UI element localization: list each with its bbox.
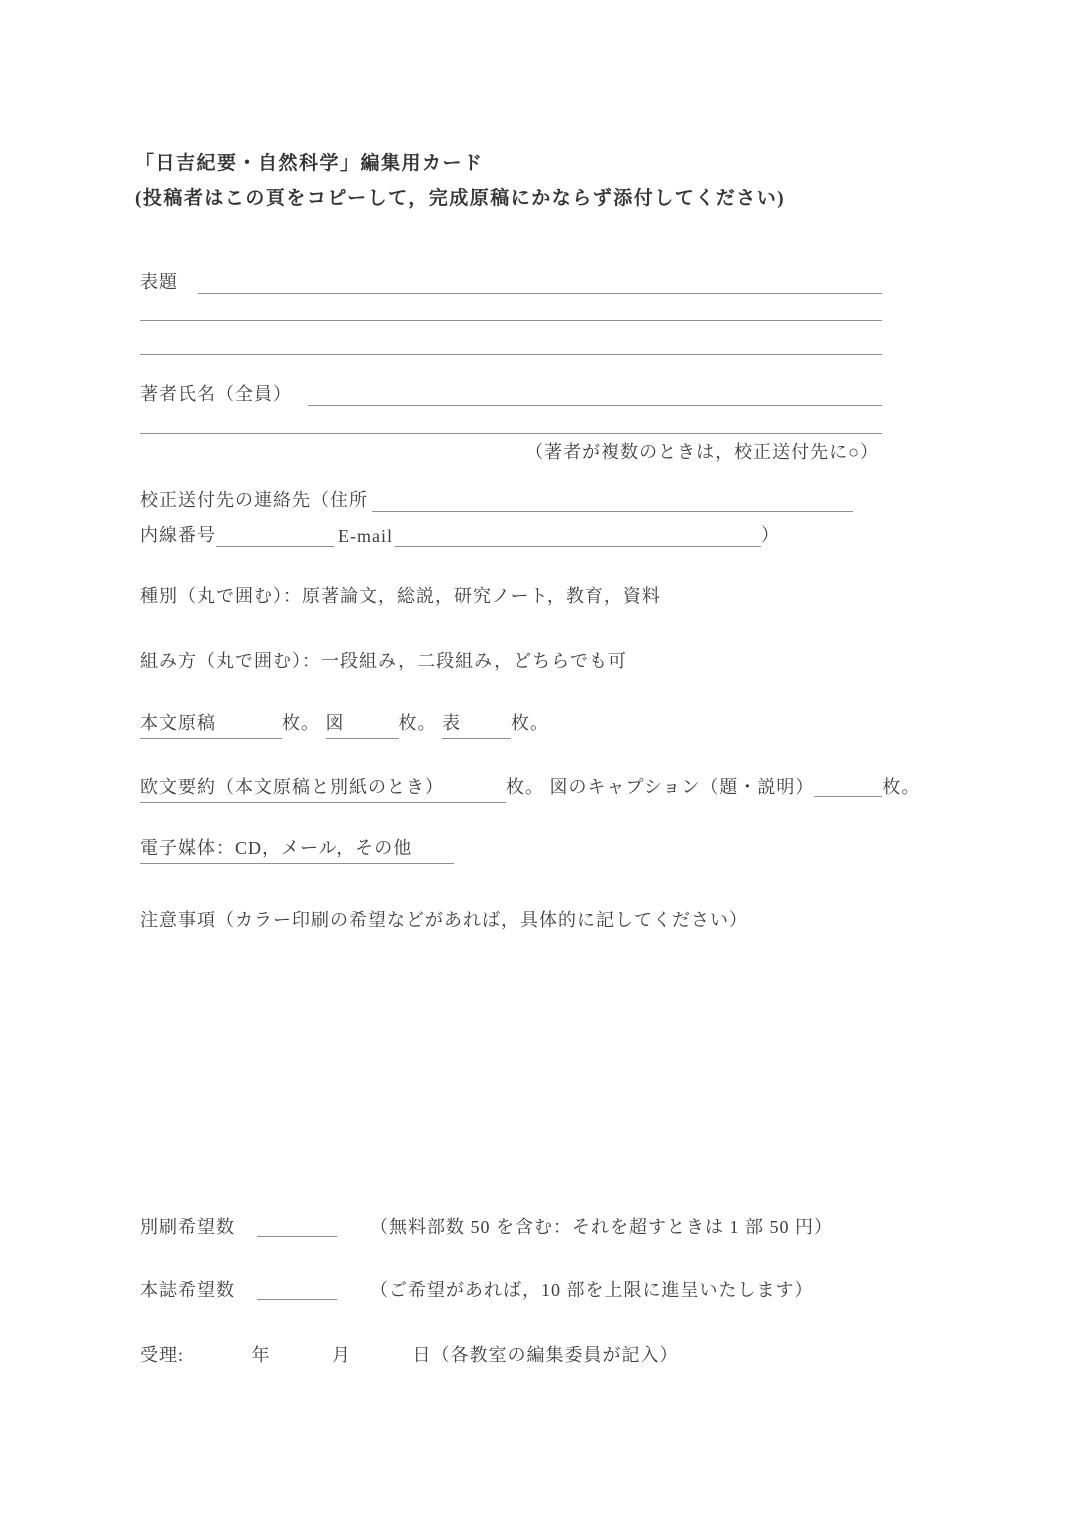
- email-input-line: [395, 521, 761, 547]
- page-subtitle: (投稿者はこの頁をコピーして，完成原稿にかならず添付してください): [135, 188, 786, 209]
- offprint-label: 別刷希望数: [140, 1217, 235, 1237]
- journal-label: 本誌希望数: [140, 1280, 235, 1300]
- extension-label: 内線番号: [140, 525, 216, 545]
- field-offprint-row: [140, 1213, 833, 1239]
- table-unit: 枚。: [511, 713, 549, 733]
- title-input-line-3: [140, 354, 882, 355]
- email-label: E-mail: [338, 526, 393, 546]
- authors-input-line-2: [140, 433, 882, 434]
- caption-label: 図のキャプション（題・説明）: [549, 777, 815, 797]
- field-journal-row: [140, 1276, 814, 1302]
- figure-label: 図: [325, 713, 345, 733]
- offprint-count-blank: [257, 1217, 337, 1237]
- multi-author-note: （著者が複数のときは，校正送付先に○）: [525, 442, 879, 462]
- figure-label-group: [326, 709, 399, 739]
- title-input-line: [198, 268, 882, 294]
- manuscript-label: 本文原稿: [140, 713, 216, 733]
- page-title: 「日吉紀要・自然科学」編集用カード: [135, 153, 484, 174]
- manuscript-label-group: [140, 709, 282, 739]
- field-authors-row: [140, 380, 882, 406]
- field-media-row: [140, 834, 454, 864]
- accepted-day-note: 日（各教室の編集委員が記入）: [412, 1345, 679, 1365]
- caption-count-blank: [814, 777, 882, 797]
- table-label-group: [442, 709, 511, 739]
- category-line: 種別（丸で囲む）：原著論文，総説，研究ノート，教育，資料: [140, 586, 661, 606]
- accepted-month-label: 月: [332, 1345, 352, 1365]
- title-input-line-2: [140, 320, 882, 321]
- manuscript-count-blank: [216, 728, 282, 729]
- accepted-year-label: 年: [251, 1345, 271, 1365]
- field-extension-email-row: [140, 521, 780, 547]
- media-other-blank: [412, 853, 454, 854]
- table-label: 表: [442, 713, 461, 733]
- journal-count-blank: [257, 1280, 337, 1300]
- title-label: 表題: [140, 272, 178, 292]
- journal-note: （ご希望があれば，10 部を上限に進呈いたします）: [370, 1280, 814, 1300]
- field-manuscript-row: [140, 709, 549, 739]
- abstract-unit: 枚。: [506, 777, 544, 797]
- offprint-note: （無料部数 50 を含む：それを超すときは 1 部 50 円）: [370, 1217, 833, 1237]
- field-accepted-row: [140, 1341, 679, 1367]
- field-abstract-row: [140, 773, 920, 803]
- manuscript-unit: 枚。: [282, 713, 320, 733]
- figure-unit: 枚。: [398, 713, 437, 733]
- field-proof-address-row: [140, 486, 853, 512]
- extension-input-line: [216, 527, 334, 547]
- abstract-count-blank: [444, 792, 506, 793]
- authors-label: 著者氏名（全員）: [140, 384, 292, 404]
- layout-line: 組み方（丸で囲む）：一段組み，二段組み，どちらでも可: [140, 651, 627, 671]
- media-line: 電子媒体：CD，メール，その他: [140, 838, 413, 858]
- abstract-label: 欧文要約（本文原稿と別紙のとき）: [140, 777, 444, 797]
- paren-close: ）: [761, 525, 780, 545]
- proof-address-label: 校正送付先の連絡先（住所: [140, 490, 368, 510]
- media-group: [140, 834, 454, 864]
- notes-line: 注意事項（カラー印刷の希望などがあれば，具体的に記してください）: [140, 910, 748, 930]
- table-count-blank: [461, 728, 511, 729]
- caption-unit: 枚。: [882, 777, 921, 797]
- abstract-label-group: [140, 773, 506, 803]
- accepted-label: 受理:: [140, 1345, 185, 1365]
- proof-address-input-line: [372, 486, 853, 512]
- authors-input-line: [308, 380, 882, 406]
- field-title-row: [140, 268, 882, 294]
- figure-count-blank: [345, 728, 399, 729]
